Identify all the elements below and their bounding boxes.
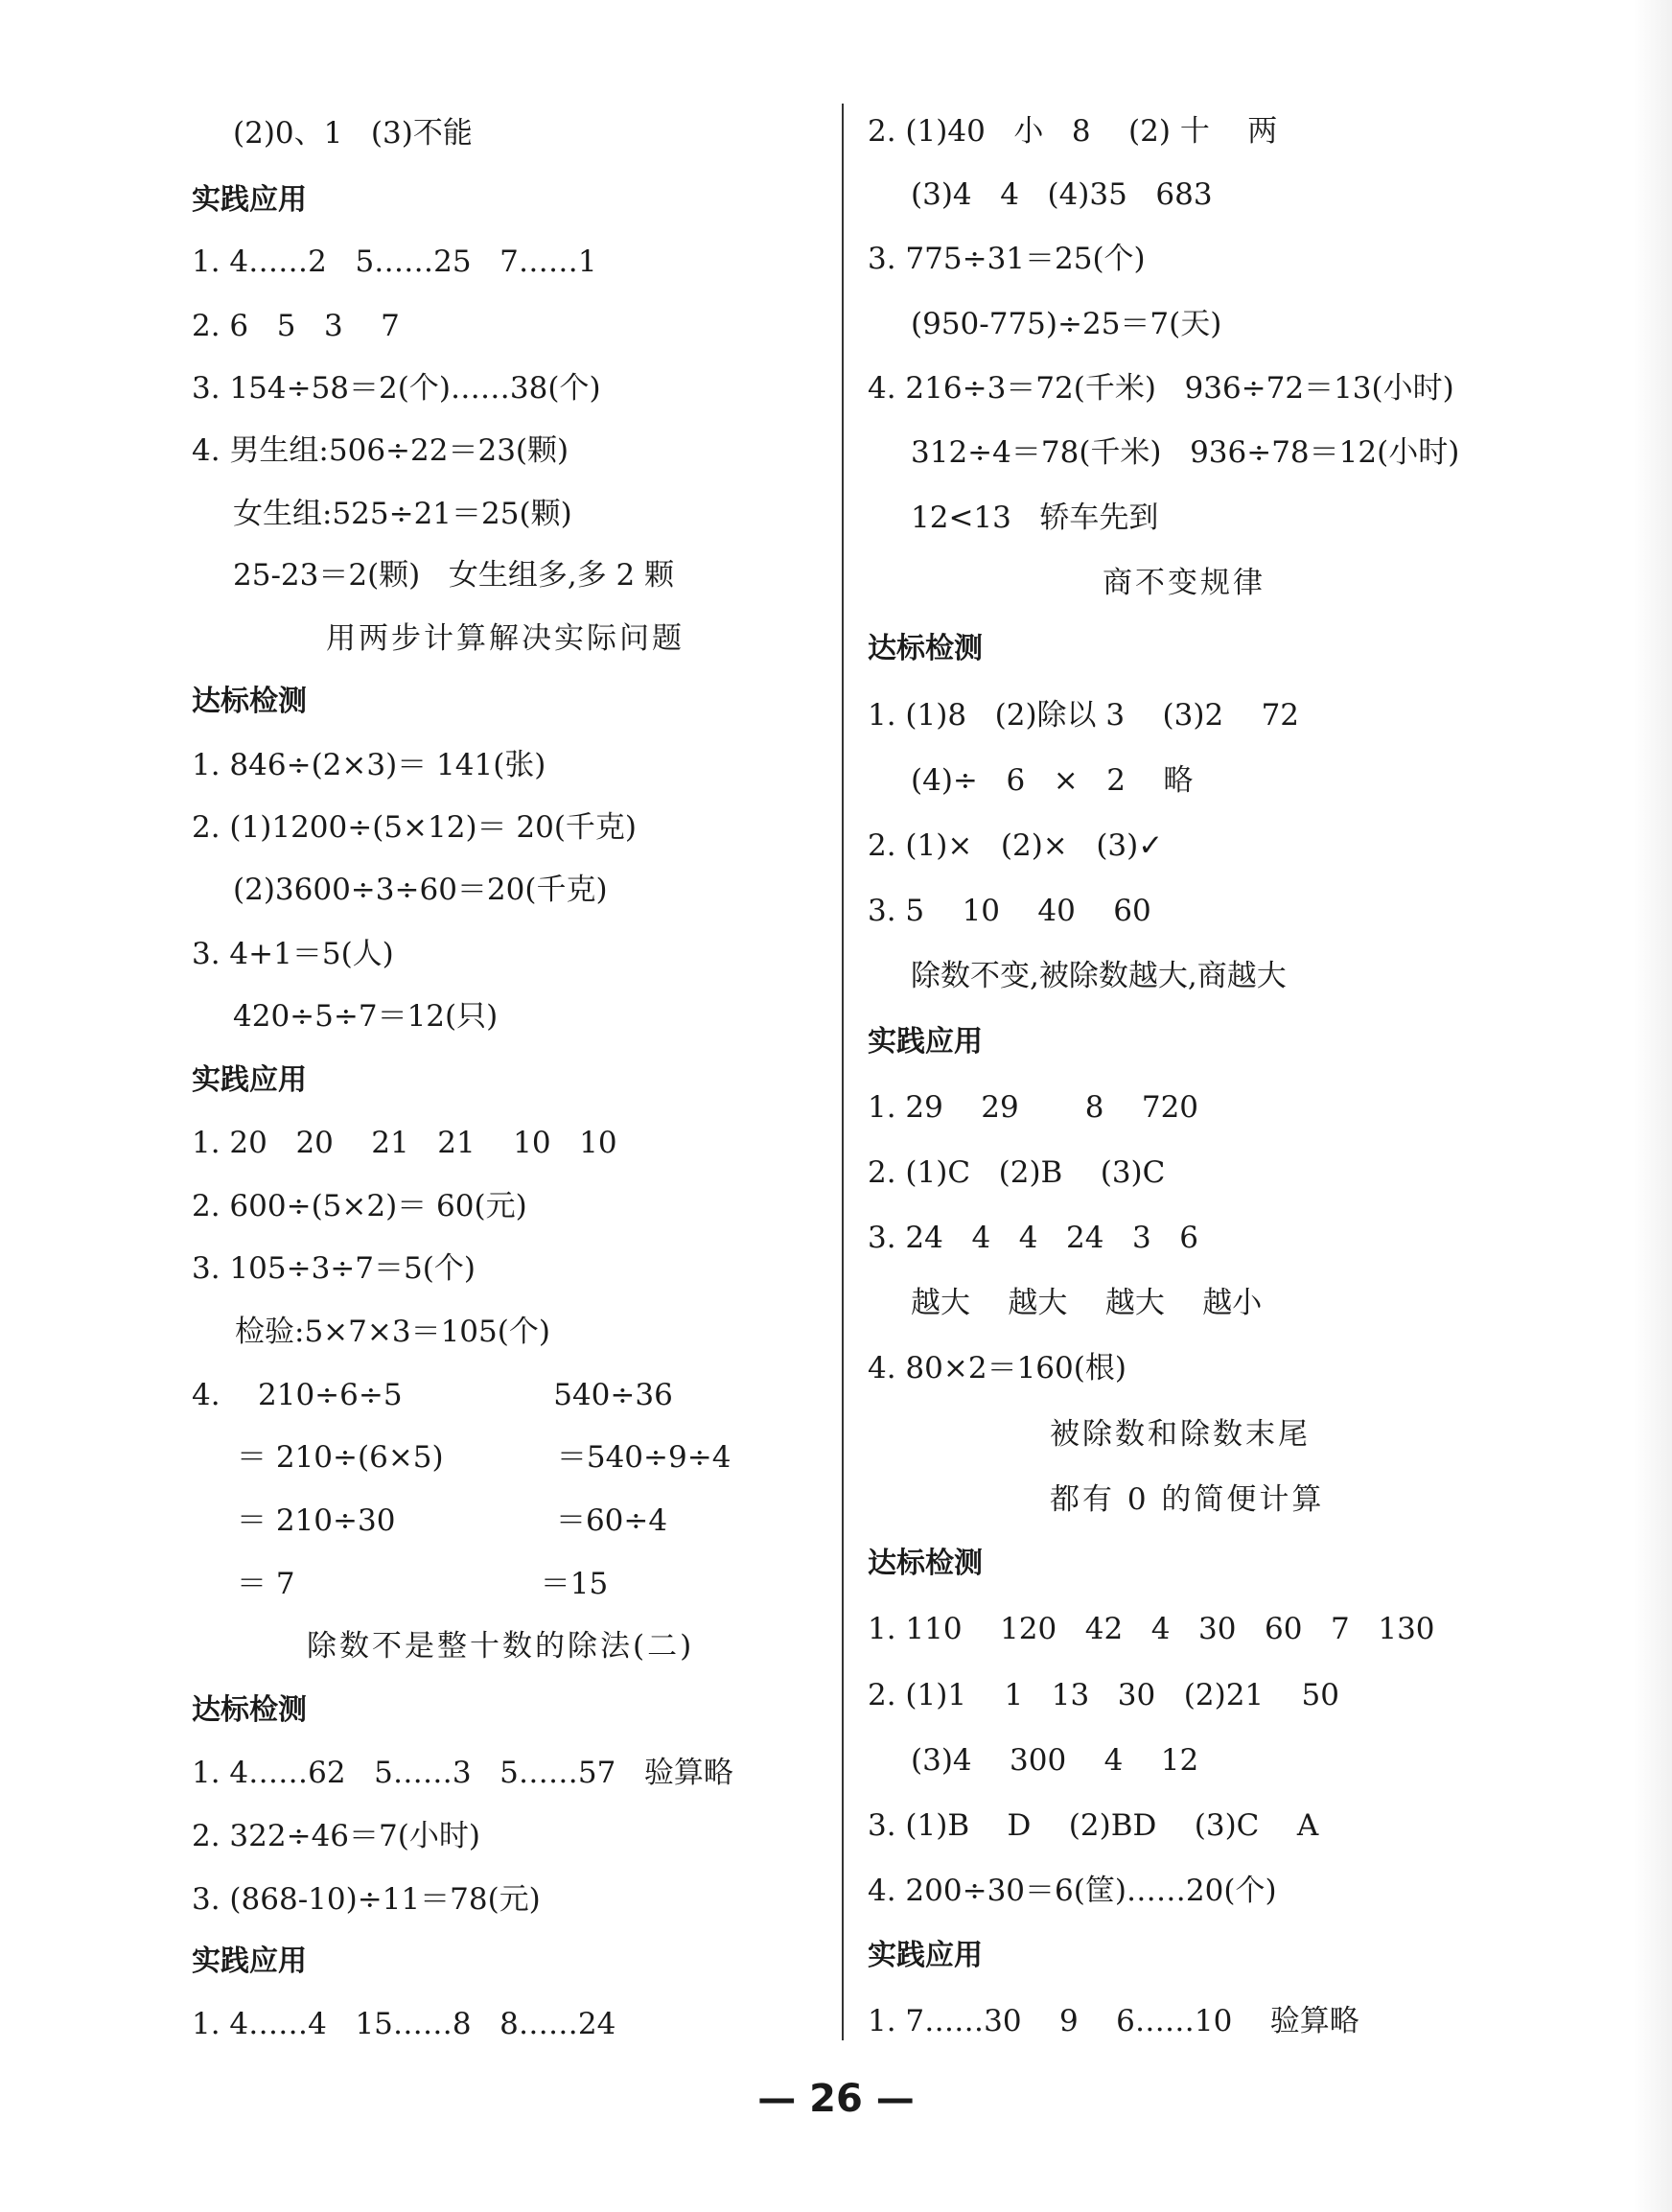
section-heading: 实践应用 [192,183,307,217]
answer-line: 1. 4……2 5……25 7……1 [192,244,597,279]
answer-line: 4. 216÷3＝72(千米) 936÷72＝13(小时) [868,371,1454,406]
answer-line: 2. 322÷46＝7(小时) [192,1819,480,1853]
answer-line: 3. 154÷58＝2(个)……38(个) [192,371,601,406]
column-divider [842,104,844,2040]
answer-line: 3. (868-10)÷11＝78(元) [192,1882,541,1917]
answer-line: 4. 80×2＝160(根) [868,1351,1126,1385]
topic-title: 商不变规律 [1103,566,1266,600]
answer-line: 2. (1)× (2)× (3)✓ [868,828,1164,863]
answer-line: 3. 4+1＝5(人) [192,937,394,971]
answer-line: 检验:5×7×3＝105(个) [235,1315,550,1349]
answer-line: ＝ 210÷30 ＝60÷4 [237,1503,668,1538]
answer-line: (2)3600÷3÷60＝20(千克) [233,873,608,907]
answer-line: 1. 29 29 8 720 [868,1090,1199,1125]
answer-line: ＝ 210÷(6×5) ＝540÷9÷4 [237,1440,732,1475]
topic-title: 用两步计算解决实际问题 [326,621,685,656]
answer-line: 12<13 轿车先到 [911,501,1159,535]
section-heading: 达标检测 [868,632,983,665]
answer-line: 2. (1)C (2)B (3)C [868,1155,1166,1190]
answer-line: 4. 210÷6÷5 540÷36 [192,1378,673,1412]
section-heading: 达标检测 [192,1693,307,1727]
answer-line: (3)4 300 4 12 [911,1743,1199,1778]
answer-line: 1. 846÷(2×3)＝ 141(张) [192,748,546,782]
answer-line: 2. (1)1200÷(5×12)＝ 20(千克) [192,810,638,845]
answer-line: (950-775)÷25＝7(天) [911,307,1222,341]
section-heading: 实践应用 [868,1025,983,1059]
section-heading: 达标检测 [868,1547,983,1580]
answer-line: 2. (1)40 小 8 (2) 十 两 [868,114,1278,149]
answer-line: 越大 越大 越大 越小 [911,1286,1263,1320]
answer-line: 1. 20 20 21 21 10 10 [192,1126,617,1160]
section-heading: 实践应用 [868,1939,983,1972]
answer-line: 女生组:525÷21＝25(颗) [233,497,572,531]
topic-title: 除数不是整十数的除法(二) [307,1629,695,1664]
answer-line: 3. (1)B D (2)BD (3)C A [868,1808,1319,1843]
answer-line: 420÷5÷7＝12(只) [233,999,499,1034]
answer-line: 25-23＝2(颗) 女生组多,多 2 颗 [233,558,675,593]
answer-line: 2. 600÷(5×2)＝ 60(元) [192,1189,527,1223]
answer-line: ＝ 7 ＝15 [237,1567,609,1601]
page-edge-shadow [1634,0,1672,2212]
answer-line: (3)4 4 (4)35 683 [911,177,1213,212]
answer-line: 312÷4＝78(千米) 936÷78＝12(小时) [911,435,1460,470]
topic-title: 都有 0 的简便计算 [1050,1482,1325,1517]
answer-line: 除数不变,被除数越大,商越大 [911,959,1287,993]
answer-line: 1. 7……30 9 6……10 验算略 [868,2004,1359,2038]
answer-line: 2. (1)1 1 13 30 (2)21 50 [868,1678,1340,1712]
answer-line: 3. 105÷3÷7＝5(个) [192,1251,476,1286]
answer-line: 1. 4……62 5……3 5……57 验算略 [192,1756,733,1790]
answer-line: 3. 5 10 40 60 [868,894,1151,928]
page-number: — 26 — [757,2077,915,2121]
answer-line: 1. 110 120 42 4 30 60 7 130 [868,1612,1435,1646]
answer-line: 2. 6 5 3 7 [192,309,400,343]
section-heading: 实践应用 [192,1063,307,1097]
answer-line: 1. 4……4 15……8 8……24 [192,2007,616,2041]
answer-line: (2)0、1 (3)不能 [233,116,473,151]
answer-line: 1. (1)8 (2)除以 3 (3)2 72 [868,698,1300,733]
section-heading: 实践应用 [192,1944,307,1978]
answer-line: 3. 24 4 4 24 3 6 [868,1221,1199,1255]
topic-title: 被除数和除数末尾 [1050,1417,1311,1452]
answer-line: 4. 200÷30＝6(筐)……20(个) [868,1874,1277,1908]
answer-line: 4. 男生组:506÷22＝23(颗) [192,433,569,468]
answer-line: 3. 775÷31＝25(个) [868,242,1146,276]
section-heading: 达标检测 [192,685,307,718]
answer-line: (4)÷ 6 × 2 略 [911,763,1194,798]
